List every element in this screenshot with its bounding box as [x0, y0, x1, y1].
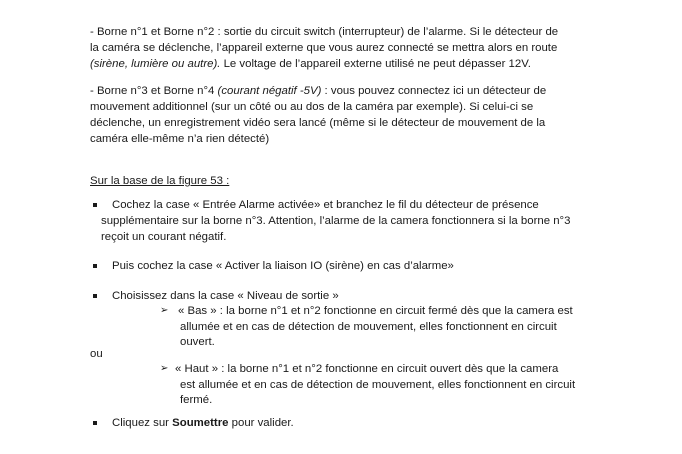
paragraph-2-line-4: caméra elle-même n’a rien détecté) — [90, 133, 270, 145]
paragraph-1-italic: (sirène, lumière ou autre). — [90, 58, 221, 70]
step-3-line-1: Choisissez dans la case « Niveau de sortie » — [112, 290, 339, 302]
step-4-suffix: pour valider. — [228, 417, 294, 429]
square-bullet-icon — [93, 294, 97, 298]
step-1-line-3: reçoit un courant négatif. — [101, 231, 227, 243]
section-heading: Sur la base de la figure 53 : — [90, 175, 230, 187]
paragraph-2-line-1-end: : vous pouvez connectez ici un détecteur de — [321, 85, 547, 97]
option-bas-line-3: ouvert. — [180, 336, 215, 348]
square-bullet-icon — [93, 264, 97, 268]
square-bullet-icon — [93, 203, 97, 207]
option-haut-line-1: « Haut » : la borne n°1 et n°2 fonctionne en circuit ouvert dès que la camera — [175, 363, 559, 375]
step-2-line-1: Puis cochez la case « Activer la liaison IO (sirène) en cas d’alarme» — [112, 260, 454, 272]
paragraph-1-line-2: la caméra se déclenche, l’appareil externe que vous aurez connecté se mettra alors en route — [90, 42, 558, 54]
submit-label: Soumettre — [172, 417, 229, 429]
step-1-line-2: supplémentaire sur la borne n°3. Attention, l’alarme de la camera fonctionnera si la borne n°3 — [101, 215, 571, 227]
paragraph-1-line-3 — [90, 57, 531, 72]
or-label: ou — [90, 348, 103, 360]
step-4-line-1 — [112, 416, 294, 431]
paragraph-2-italic: (courant négatif -5V) — [217, 85, 322, 97]
square-bullet-icon — [93, 421, 97, 425]
step-4-prefix: Cliquez sur — [112, 417, 173, 429]
step-1-line-1: Cochez la case « Entrée Alarme activée» et branchez le fil du détecteur de présence — [112, 199, 539, 211]
arrow-bullet-icon: ➢ — [160, 363, 169, 374]
paragraph-2-line-3: déclenche, un enregistrement vidéo sera lancé (même si le détecteur de mouvement de la — [90, 117, 546, 129]
option-bas-line-1: « Bas » : la borne n°1 et n°2 fonctionne en circuit fermé dès que la camera est — [178, 305, 573, 317]
option-haut-line-2: est allumée et en cas de détection de mouvement, elles fonctionnent en circuit — [180, 379, 576, 391]
paragraph-1-line-3-rest: Le voltage de l’appareil externe utilisé ne peut dépasser 12V. — [220, 58, 531, 70]
paragraph-2-line-1 — [90, 84, 546, 99]
paragraph-2-line-2: mouvement additionnel (sur un côté ou au dos de la caméra par exemple). Si celui-ci se — [90, 101, 534, 113]
paragraph-2-line-1-start: - Borne n°3 et Borne n°4 — [90, 85, 218, 97]
paragraph-1-line-1: - Borne n°1 et Borne n°2 : sortie du circuit switch (interrupteur) de l’alarme. Si le détecteur de — [90, 26, 559, 38]
option-bas-line-2: allumée et en cas de détection de mouvement, elles fonctionnent en circuit — [180, 321, 557, 333]
option-haut-line-3: fermé. — [180, 394, 213, 406]
arrow-bullet-icon: ➢ — [160, 305, 169, 316]
